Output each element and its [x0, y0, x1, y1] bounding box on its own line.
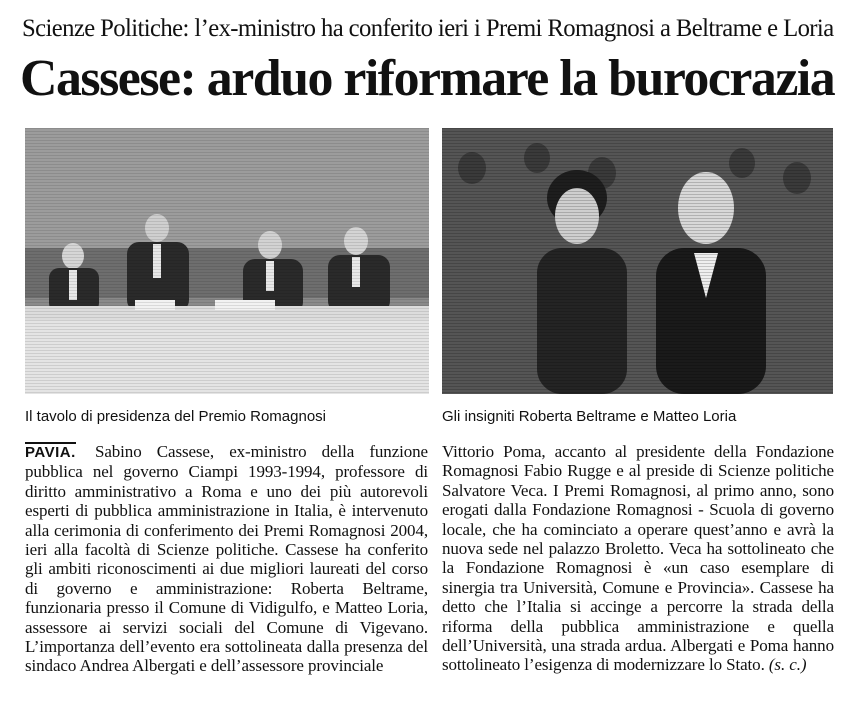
article-column-right: [442, 442, 834, 675]
article-column-left: [25, 442, 428, 676]
kicker: Scienze Politiche: l’ex-ministro ha conferito ieri i Premi Romagnosi a Beltrame e Loria: [22, 15, 834, 42]
photo-caption-left: Il tavolo di presidenza del Premio Romagnosi: [25, 408, 326, 425]
article-text-right: Vittorio Poma, accanto al presidente della Fondazione Romagnosi Fabio Rugge e al preside di Scienze politiche Salvatore Veca. I Premi Romagnosi, al primo anno, sono erogati dalla Fondazione Romagnosi - Scuola di governo locale, che ha cominciato a operare quest’anno e avrà la nuova sede nel palazzo Broletto. Veca ha sottolineato che la Fondazione Romagnosi è «un caso esemplare di sinergia tra Università, Comune e Provincia». Cassese ha detto che l’Italia si accinge a percorre la strada della riforma della pubblica amministrazione e quella dell’Università, una strada ardua. Albergati e Poma hanno sottolineato l’esigenza di modernizzare lo Stato.: [442, 442, 834, 675]
author-signoff: (s. c.): [768, 655, 807, 675]
article-text-left: Sabino Cassese, ex-ministro della funzione pubblica nel governo Ciampi 1993-1994, professore di diritto amministrativo a Roma e uno dei più autorevoli esperti di pubblica amministrazione in Italia, è intervenuto alla cerimonia di conferimento dei Premi Romagnosi 2004, ieri alla facoltà di Scienze politiche. Cassese ha conferito gli ambiti riconoscimenti ai due migliori laureati del corso di governo e amministrazione: Roberta Beltrame, funzionaria presso il Comune di Vidigulfo, e Matteo Loria, assessore ai servizi sociali del Comune di Vigevano. L’importanza dell’evento era sottolineata dalla presenza del sindaco Andrea Albergati e dell’assessore provinciale: [25, 442, 429, 676]
article-paragraph-right: [442, 442, 834, 675]
photo-presidency-table: [25, 128, 429, 394]
headline: Cassese: arduo riformare la burocrazia: [20, 50, 835, 107]
photo-award-winners: [442, 128, 833, 394]
photo-caption-right: Gli insigniti Roberta Beltrame e Matteo Loria: [442, 408, 737, 425]
dateline: PAVIA.: [25, 444, 76, 461]
article-paragraph-left: [25, 442, 428, 676]
